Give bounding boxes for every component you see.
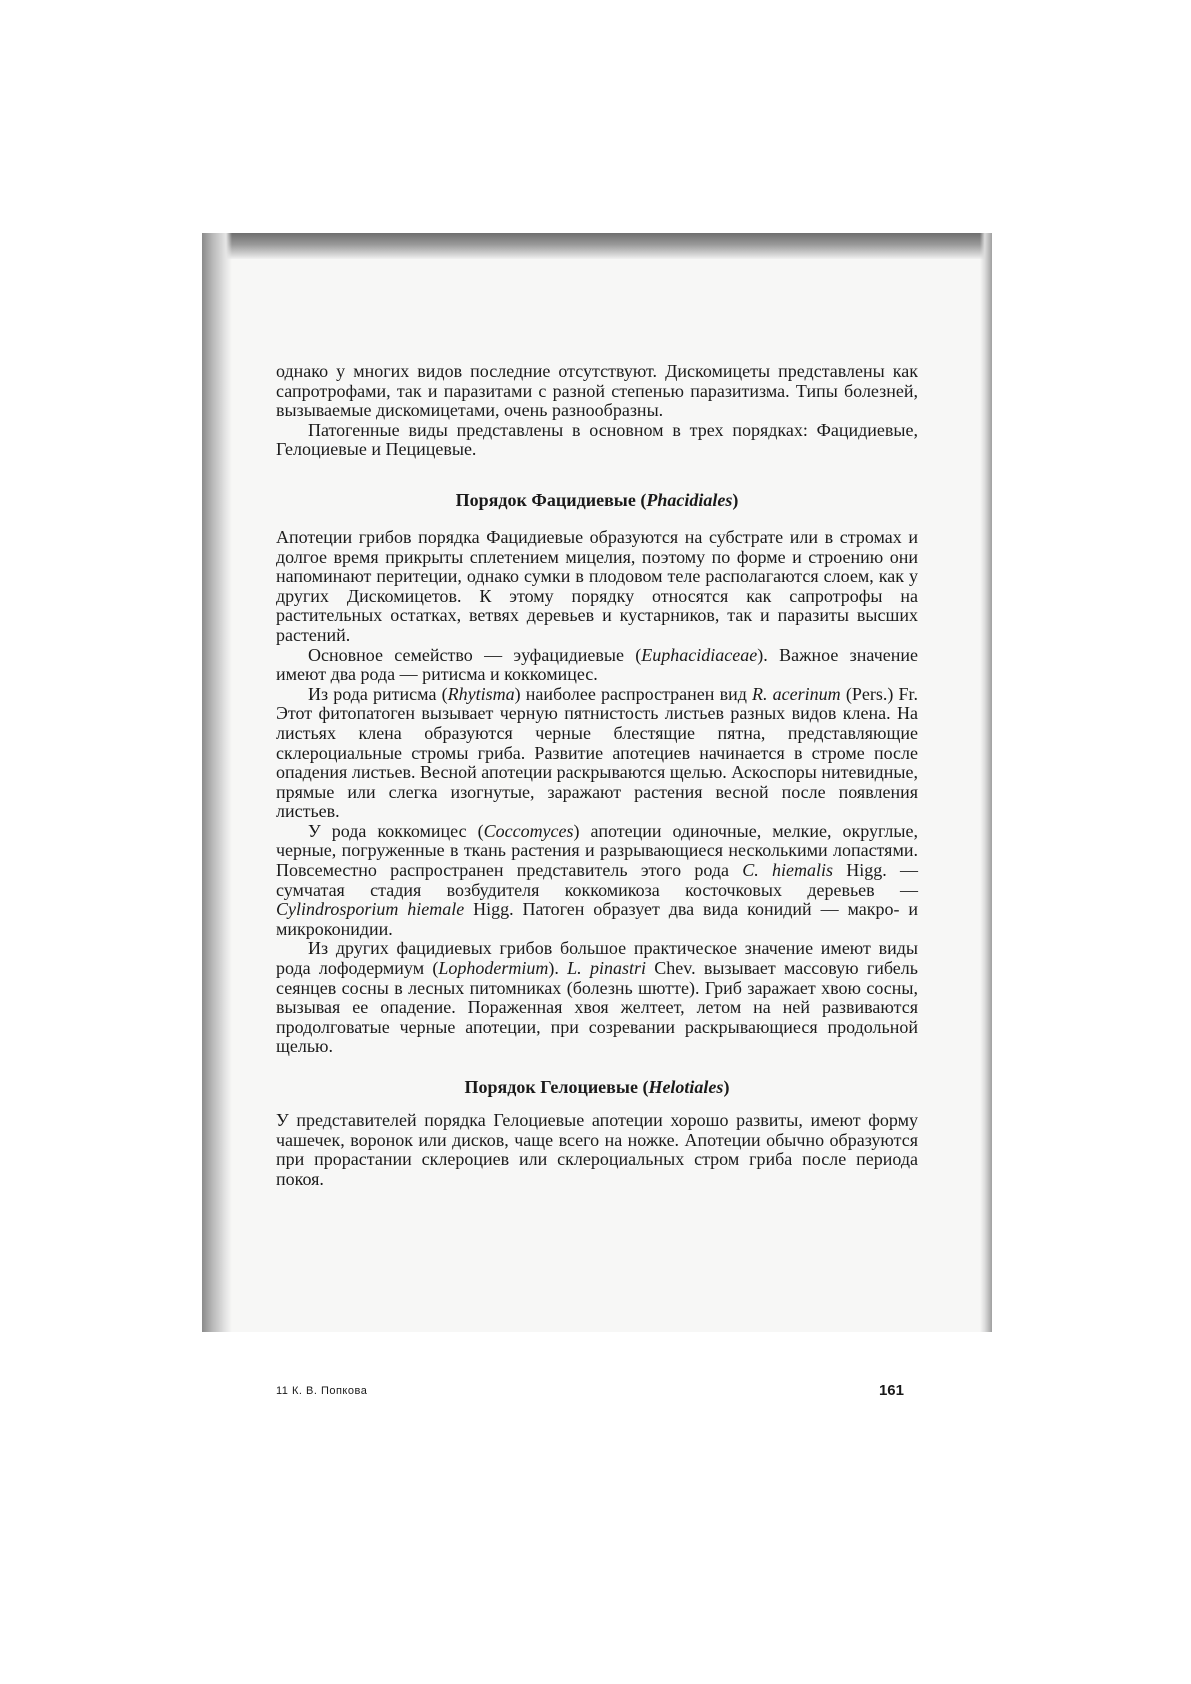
paragraph-8: У представителей порядка Гелоциевые апотеции хорошо развиты, имеют форму чашечек, воронок или дисков, чаще всего на ножке. Апотеции обычно образуются при прорастании склероциев или склероциальных стром гриба после периода покоя. bbox=[276, 1110, 918, 1189]
heading-phacidiales-latin: Phacidiales bbox=[646, 489, 733, 510]
paragraph-3: Апотеции грибов порядка Фацидиевые образуются на субстрате или в стромах и долгое время прикрыты сплетением мицелия, поэтому по форме и строению они напоминают перитеции, однако сумки в плодовом теле располагаются слоем, как у других Дискомицетов. К этому порядку относятся как сапротрофы на растительных остатках, ветвях деревьев и кустарников, так и паразиты высших растений. bbox=[276, 526, 918, 645]
p5-text-b: ) наиболее распространен вид bbox=[514, 683, 753, 704]
heading-helotiales-text: Порядок Гелоциевые ( bbox=[464, 1077, 649, 1097]
footer-signature: 11 К. В. Попкова bbox=[276, 1385, 368, 1397]
scan-right-edge bbox=[980, 233, 992, 1332]
p6-text-b: ) апотеции одиночные, мелкие, округлые, черные, погруженные в ткань растения и разрывающиеся несколькими лопастями. Повсеместно распространен представитель этого рода bbox=[276, 820, 919, 881]
p7-text-b: ). bbox=[548, 958, 568, 979]
paragraph-4 bbox=[276, 646, 918, 685]
p5-text-c: (Pers.) Fr. Этот фитопатоген вызывает черную пятнистость листьев разных видов клена. На листьях клена образуются черные блестящие пятна, представляющие склероциальные стромы гриба. Развитие апотециев начинается в строме после опадения листьев. Весной апотеции раскрываются щелью. Аскоспоры нитевидные, прямые или слегка изогнутые, заражают растения весной после появления листьев. bbox=[276, 683, 918, 822]
p5-latin-2: R. acerinum bbox=[752, 683, 841, 704]
p6-latin-2: C. hiemalis bbox=[742, 860, 833, 881]
paragraph-5 bbox=[276, 685, 918, 822]
p6-text-d: Higg. Патоген образует два вида конидий — макро- и микроконидии. bbox=[276, 899, 918, 939]
p7-latin-2: L. pinastri bbox=[567, 958, 646, 979]
scan-top-shadow bbox=[202, 233, 992, 259]
p6-text-c: Higg. — сумчатая стадия возбудителя коккомикоза косточковых деревьев — bbox=[276, 860, 918, 900]
p5-text-a: Из рода ритисма ( bbox=[308, 683, 448, 704]
p7-text-c: Chev. вызывает массовую гибель сеянцев сосны в лесных питомниках (болезнь шютте). Гриб заражает хвою сосны, вызывая ее опадение. Пораженная хвоя желтеет, летом на ней развиваются продолговатые черные апотеции, при созревании раскрывающиеся продольной щелью. bbox=[276, 958, 918, 1057]
heading-phacidiales-close: ) bbox=[732, 489, 739, 510]
p5-latin-1: Rhytisma bbox=[447, 683, 515, 704]
paragraph-7 bbox=[276, 939, 918, 1057]
scan-binding-shadow bbox=[202, 233, 232, 1332]
heading-helotiales-latin: Helotiales bbox=[648, 1077, 724, 1097]
p7-latin-1: Lophodermium bbox=[438, 958, 549, 979]
heading-phacidiales-text: Порядок Фацидиевые ( bbox=[455, 489, 647, 510]
page-body bbox=[276, 362, 918, 1189]
p4-latin: Euphacidiaceae bbox=[641, 644, 758, 665]
heading-helotiales-close: ) bbox=[723, 1077, 730, 1097]
heading-helotiales bbox=[276, 1077, 918, 1097]
p6-latin-1: Coccomyces bbox=[483, 820, 574, 841]
paragraph-6 bbox=[276, 822, 918, 940]
p6-latin-3: Cylindrosporium hiemale bbox=[276, 899, 465, 920]
paragraph-1: однако у многих видов последние отсутствуют. Дискомицеты представлены как сапротрофами, так и паразитами с разной степенью паразитизма. Типы болезней, вызываемые дискомицетами, очень разнообразны. bbox=[276, 361, 918, 421]
p4-text-a: Основное семейство — эуфацидиевые ( bbox=[308, 644, 642, 665]
p6-text-a: У рода коккомицес ( bbox=[308, 820, 484, 841]
paragraph-2: Патогенные виды представлены в основном в трех порядках: Фацидиевые, Гелоциевые и Пецицевые. bbox=[276, 419, 918, 460]
heading-phacidiales bbox=[276, 490, 918, 510]
p4-text-b: ). Важное значение имеют два рода — ритисма и коккомицес. bbox=[276, 644, 918, 685]
p7-text-a: Из других фацидиевых грибов большое практическое значение имеют виды рода лофодермиум ( bbox=[276, 938, 918, 979]
page-number: 161 bbox=[878, 1382, 904, 1399]
